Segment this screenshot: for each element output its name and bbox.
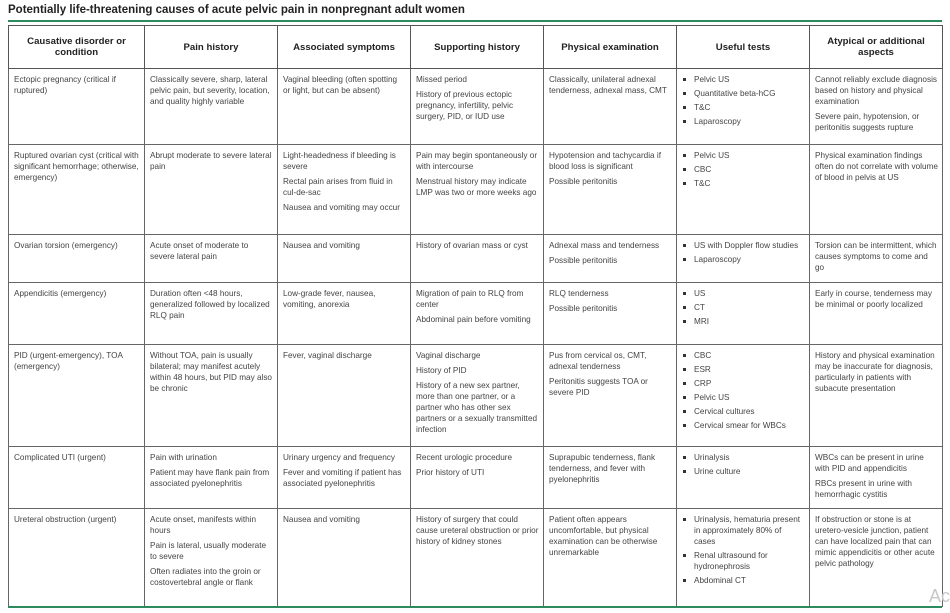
- tests-cell: [677, 345, 810, 447]
- atypical-text: Severe pain, hypotension, or peritonitis suggests rupture: [815, 112, 920, 132]
- test-item: Pelvic US: [694, 150, 805, 161]
- history-cell: [411, 283, 544, 345]
- exam-text: Hypotension and tachycardia if blood loss is significant: [549, 151, 661, 171]
- pelvic-pain-table: [8, 25, 943, 607]
- pain-text: Duration often <48 hours, generalized followed by localized RLQ pain: [150, 289, 270, 320]
- atypical-cell: [810, 235, 943, 283]
- tests-list: [682, 350, 805, 431]
- pain-cell: [145, 69, 278, 145]
- pain-text: Pain is lateral, usually moderate to severe: [150, 541, 267, 561]
- tests-cell: [677, 235, 810, 283]
- pain-cell: [145, 145, 278, 235]
- test-item: US with Doppler flow studies: [694, 240, 805, 251]
- atypical-text: WBCs can be present in urine with PID and appendicitis: [815, 453, 924, 473]
- history-text: Vaginal discharge: [416, 351, 481, 360]
- test-item: CRP: [694, 378, 805, 389]
- atypical-cell: [810, 345, 943, 447]
- test-item: CT: [694, 302, 805, 313]
- disorder-cell: Ruptured ovarian cyst (critical with significant hemorrhage; otherwise, emergency): [9, 145, 145, 235]
- table-row: [9, 345, 943, 447]
- exam-cell: [544, 145, 677, 235]
- atypical-cell: [810, 69, 943, 145]
- history-text: Menstrual history may indicate LMP was two or more weeks ago: [416, 177, 537, 197]
- atypical-text: Torsion can be intermittent, which causes symptoms to come and go: [815, 241, 937, 272]
- symptoms-text: Nausea and vomiting may occur: [283, 203, 400, 212]
- test-item: Abdominal CT: [694, 575, 805, 586]
- tests-cell: [677, 447, 810, 509]
- pain-text: Acute onset, manifests within hours: [150, 515, 257, 535]
- symptoms-text: Nausea and vomiting: [283, 515, 360, 524]
- header-cell: Atypical or additional aspects: [810, 26, 943, 69]
- exam-cell: [544, 69, 677, 145]
- pain-cell: [145, 235, 278, 283]
- exam-cell: [544, 235, 677, 283]
- exam-cell: [544, 283, 677, 345]
- test-item: US: [694, 288, 805, 299]
- history-cell: [411, 145, 544, 235]
- exam-text: Possible peritonitis: [549, 304, 618, 313]
- disorder-cell: PID (urgent-emergency), TOA (emergency): [9, 345, 145, 447]
- pain-text: Pain with urination: [150, 453, 217, 462]
- test-item: Urine culture: [694, 466, 805, 477]
- header-cell: Associated symptoms: [278, 26, 411, 69]
- exam-cell: [544, 447, 677, 509]
- symptoms-text: Urinary urgency and frequency: [283, 453, 395, 462]
- exam-text: RLQ tenderness: [549, 289, 609, 298]
- exam-text: Classically, unilateral adnexal tenderness, adnexal mass, CMT: [549, 75, 667, 95]
- atypical-text: Early in course, tenderness may be minimal or poorly localized: [815, 289, 932, 309]
- test-item: Laparoscopy: [694, 254, 805, 265]
- disorder-cell: Ectopic pregnancy (critical if ruptured): [9, 69, 145, 145]
- tests-cell: [677, 283, 810, 345]
- pain-cell: [145, 345, 278, 447]
- test-item: Urinalysis, hematuria present in approximately 80% of cases: [694, 514, 805, 547]
- tests-list: [682, 240, 805, 265]
- atypical-text: Cannot reliably exclude diagnosis based on history and physical examination: [815, 75, 937, 106]
- symptoms-cell: [278, 69, 411, 145]
- header-cell: Physical examination: [544, 26, 677, 69]
- pain-text: Classically severe, sharp, lateral pelvic pain, but severity, location, and quality highly variable: [150, 75, 270, 106]
- atypical-cell: [810, 447, 943, 509]
- history-text: History of ovarian mass or cyst: [416, 241, 528, 250]
- disorder-cell: Ovarian torsion (emergency): [9, 235, 145, 283]
- exam-text: Suprapubic tenderness, flank tenderness, and fever with pyelonephritis: [549, 453, 656, 484]
- header-cell: Pain history: [145, 26, 278, 69]
- tests-list: [682, 514, 805, 586]
- test-item: Pelvic US: [694, 74, 805, 85]
- symptoms-cell: [278, 447, 411, 509]
- test-item: T&C: [694, 178, 805, 189]
- table-row: [9, 447, 943, 509]
- table-title: Potentially life-threatening causes of acute pelvic pain in nonpregnant adult women: [8, 4, 465, 16]
- header-cell: Causative disorder or condition: [9, 26, 145, 69]
- symptoms-text: Nausea and vomiting: [283, 241, 360, 250]
- history-cell: [411, 345, 544, 447]
- test-item: Renal ultrasound for hydronephrosis: [694, 550, 805, 572]
- atypical-text: Physical examination findings often do not correlate with volume of blood in pelvis at US: [815, 151, 938, 182]
- symptoms-text: Fever and vomiting if patient has associated pyelonephritis: [283, 468, 402, 488]
- top-rule: [8, 20, 942, 22]
- header-row: [9, 26, 943, 69]
- history-text: History of PID: [416, 366, 467, 375]
- test-item: Laparoscopy: [694, 116, 805, 127]
- tests-list: [682, 288, 805, 327]
- tests-cell: [677, 145, 810, 235]
- exam-cell: [544, 509, 677, 607]
- history-text: History of previous ectopic pregnancy, infertility, pelvic surgery, PID, or IUD use: [416, 90, 514, 121]
- table-row: [9, 145, 943, 235]
- symptoms-cell: [278, 145, 411, 235]
- history-text: Missed period: [416, 75, 467, 84]
- table-row: [9, 235, 943, 283]
- history-text: Prior history of UTI: [416, 468, 485, 477]
- pain-text: Abrupt moderate to severe lateral pain: [150, 151, 272, 171]
- history-text: Pain may begin spontaneously or with intercourse: [416, 151, 538, 171]
- atypical-cell: [810, 145, 943, 235]
- history-text: History of surgery that could cause ureteral obstruction or prior history of kidney stones: [416, 515, 539, 546]
- symptoms-cell: [278, 235, 411, 283]
- exam-text: Peritonitis suggests TOA or severe PID: [549, 377, 648, 397]
- test-item: MRI: [694, 316, 805, 327]
- history-cell: [411, 69, 544, 145]
- history-text: History of a new sex partner, more than one partner, or a partner who has other sex partners or a sexually transmitted infection: [416, 381, 538, 434]
- header-cell: Supporting history: [411, 26, 544, 69]
- header-cell: Useful tests: [677, 26, 810, 69]
- symptoms-cell: [278, 509, 411, 607]
- history-text: Abdominal pain before vomiting: [416, 315, 531, 324]
- symptoms-text: Fever, vaginal discharge: [283, 351, 372, 360]
- disorder-cell: Ureteral obstruction (urgent): [9, 509, 145, 607]
- history-text: Recent urologic procedure: [416, 453, 513, 462]
- table-row: [9, 509, 943, 607]
- exam-text: Possible peritonitis: [549, 177, 618, 186]
- pain-cell: [145, 447, 278, 509]
- symptoms-text: Low-grade fever, nausea, vomiting, anorexia: [283, 289, 376, 309]
- history-cell: [411, 509, 544, 607]
- bottom-rule: [8, 606, 942, 608]
- atypical-cell: [810, 509, 943, 607]
- symptoms-cell: [278, 345, 411, 447]
- test-item: CBC: [694, 350, 805, 361]
- exam-cell: [544, 345, 677, 447]
- history-cell: [411, 447, 544, 509]
- history-cell: [411, 235, 544, 283]
- test-item: Quantitative beta-hCG: [694, 88, 805, 99]
- watermark: Ac: [928, 586, 950, 606]
- test-item: Cervical smear for WBCs: [694, 420, 805, 431]
- disorder-cell: Appendicitis (emergency): [9, 283, 145, 345]
- exam-text: Adnexal mass and tenderness: [549, 241, 660, 250]
- pain-text: Without TOA, pain is usually bilateral; may manifest acutely within 48 hours, but PID may also be chronic: [150, 351, 272, 393]
- pain-text: Patient may have flank pain from associated pyelonephritis: [150, 468, 270, 488]
- symptoms-text: Vaginal bleeding (often spotting or light, but can be absent): [283, 75, 398, 95]
- test-item: Cervical cultures: [694, 406, 805, 417]
- pain-text: Often radiates into the groin or costovertebral angle or flank: [150, 567, 261, 587]
- symptoms-text: Light-headedness if bleeding is severe: [283, 151, 396, 171]
- tests-cell: [677, 509, 810, 607]
- tests-list: [682, 452, 805, 477]
- test-item: T&C: [694, 102, 805, 113]
- test-item: ESR: [694, 364, 805, 375]
- disorder-cell: Complicated UTI (urgent): [9, 447, 145, 509]
- atypical-text: If obstruction or stone is at uretero-vesicle junction, patient can have localized pain that can mimic appendicitis or other acute pelvic pathology: [815, 515, 935, 568]
- atypical-text: RBCs present in urine with hemorrhagic cystitis: [815, 479, 912, 499]
- symptoms-cell: [278, 283, 411, 345]
- test-item: Urinalysis: [694, 452, 805, 463]
- exam-text: Pus from cervical os, CMT, adnexal tenderness: [549, 351, 647, 371]
- atypical-cell: [810, 283, 943, 345]
- tests-list: [682, 74, 805, 127]
- history-text: Migration of pain to RLQ from center: [416, 289, 524, 309]
- pain-cell: [145, 509, 278, 607]
- table-row: [9, 283, 943, 345]
- tests-cell: [677, 69, 810, 145]
- symptoms-text: Rectal pain arises from fluid in cul-de-sac: [283, 177, 393, 197]
- test-item: Pelvic US: [694, 392, 805, 403]
- table-row: [9, 69, 943, 145]
- test-item: CBC: [694, 164, 805, 175]
- pain-text: Acute onset of moderate to severe lateral pain: [150, 241, 249, 261]
- pain-cell: [145, 283, 278, 345]
- exam-text: Possible peritonitis: [549, 256, 618, 265]
- exam-text: Patient often appears uncomfortable, but physical examination can be otherwise unremarkable: [549, 515, 658, 557]
- atypical-text: History and physical examination may be inaccurate for diagnosis, particularly in patients with subacute presentation: [815, 351, 935, 393]
- tests-list: [682, 150, 805, 189]
